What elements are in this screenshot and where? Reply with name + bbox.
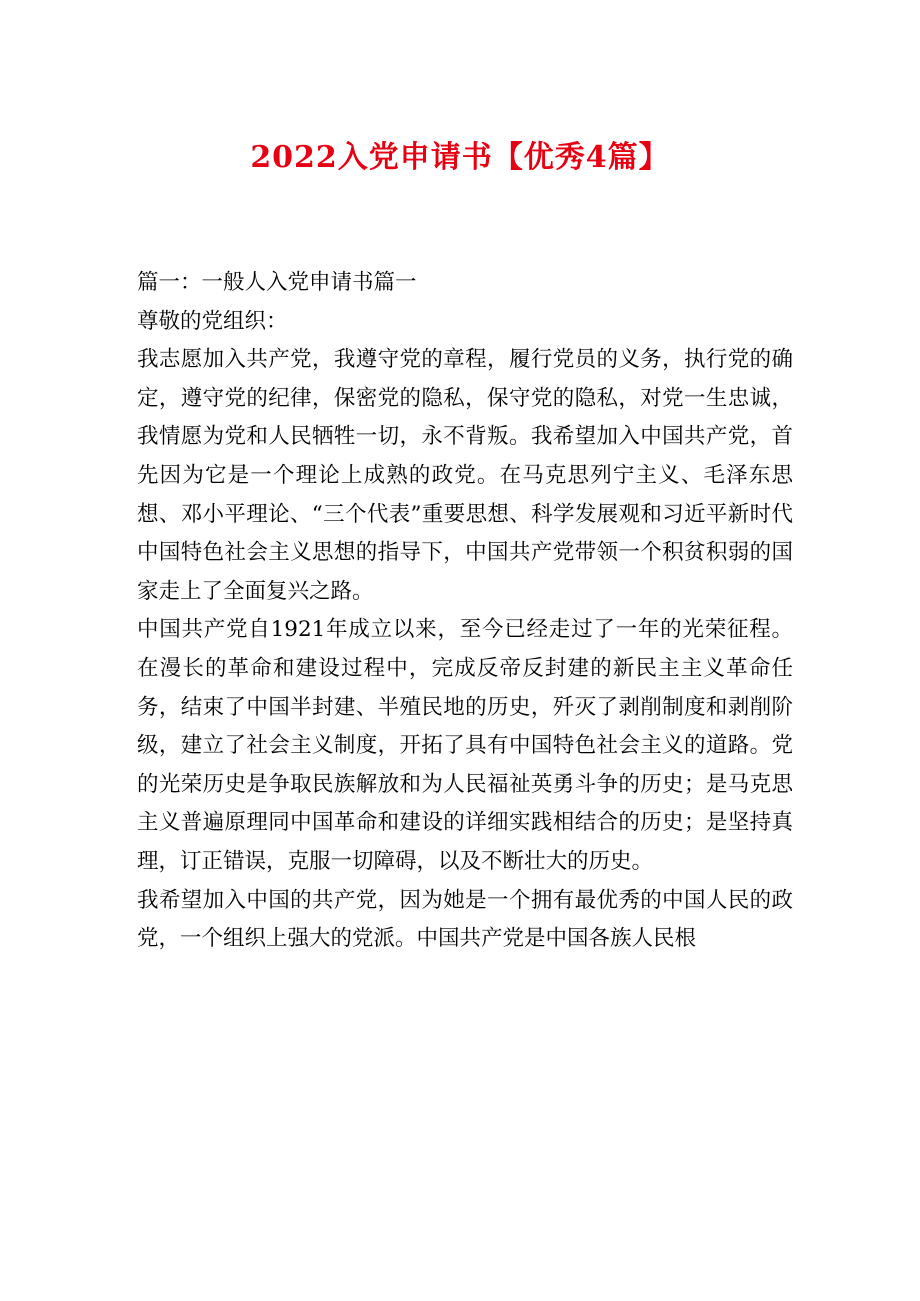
document-body — [137, 264, 793, 959]
section-heading: 篇一：一般人入党申请书篇一 — [137, 270, 417, 295]
salutation: 尊敬的党组织： — [137, 308, 288, 334]
paragraph: 我志愿加入共产党，我遵守党的章程，履行党员的义务，执行党的确定，遵守党的纪律，保密党的隐私，保守党的隐私，对党一生忠诚，我情愿为党和人民牺牲一切，永不背叛。我希望加入中国共产党，首先因为它是一个理论上成熟的政党。在马克思列宁主义、毛泽东思想、邓小平理论、“三个代表”重要思想、科学发展观和习近平新时代中国特色社会主义思想的指导下，中国共产党带领一个积贫积弱的国家走上了全面复兴之路。 — [137, 347, 793, 604]
paragraph: 中国共产党自1921年成立以来，至今已经走过了一年的光荣征程。在漫长的革命和建设过程中，完成反帝反封建的新民主主义革命任务，结束了中国半封建、半殖民地的历史，歼灭了剥削制度和剥削阶级，建立了社会主义制度，开拓了具有中国特色社会主义的道路。党的光荣历史是争取民族解放和为人民福祉英勇斗争的历史；是马克思主义普遍原理同中国革命和建设的详细实践相结合的历史；是坚持真理，订正错误，克服一切障碍，以及不断壮大的历史。 — [137, 617, 793, 874]
paragraph: 我希望加入中国的共产党，因为她是一个拥有最优秀的中国人民的政党，一个组织上强大的党派。中国共产党是中国各族人民根 — [137, 887, 793, 952]
document-title: 2022入党申请书【优秀4篇】 — [250, 140, 670, 175]
